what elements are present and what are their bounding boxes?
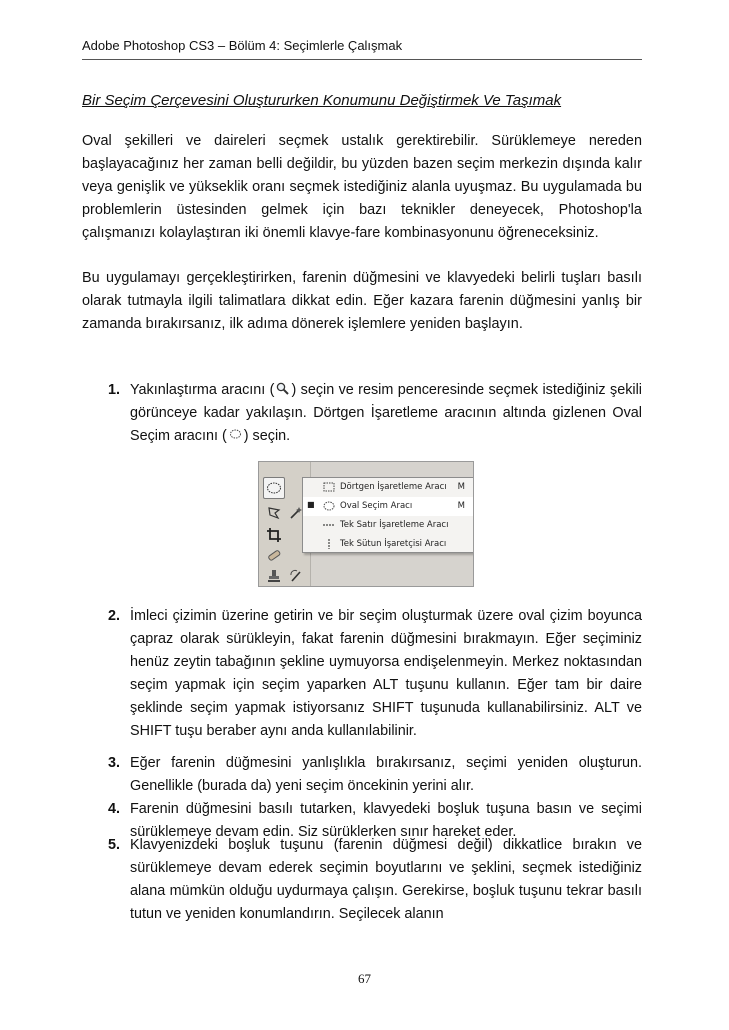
elliptical-marquee-icon: [229, 426, 242, 439]
single-row-marquee-icon: [323, 520, 335, 530]
zoom-tool-icon: [276, 380, 289, 393]
step-text: [130, 379, 642, 448]
flyout-item-single-column-marquee[interactable]: [303, 535, 473, 554]
flyout-item-shortcut: M: [457, 501, 465, 511]
photoshop-tool-flyout-figure: [258, 461, 474, 587]
step-number: 1.: [108, 382, 121, 398]
healing-brush-tool-icon: [263, 544, 285, 566]
history-brush-tool-icon: [285, 565, 307, 587]
single-column-marquee-icon: [323, 539, 335, 549]
flyout-item-shortcut: M: [457, 482, 465, 492]
step-text: İmleci çizimin üzerine getirin ve bir seçim oluşturmak üzere oval çizim boyunca çapraz olarak sürükleyin, fakat farenin düğmesini bırakmayın. Eğer seçiminiz henüz zeytin tabağının şekline uymuyorsa endişelenmeyin. Merkez noktasından seçim yapmak için seçim yaparken ALT tuşunu kullanın. Eğer tam bir daire şeklinde seçim yapmak istiyorsanız SHIFT tuşunuda kullanabilirsiniz. ALT ve SHIFT tuşu beraber aynı anda kullanılabilinir.: [130, 608, 642, 739]
step-5: [108, 834, 642, 926]
crop-tool-icon: [263, 524, 285, 546]
step-text-part: ) seçin ve resim penceresinde seçmek istediğiniz şekili görünceye kadar yakılaşın. Dörtgen İşaretleme aracının altında gizlenen Oval Seçim aracını (: [130, 382, 642, 444]
step-number: 4.: [108, 801, 121, 817]
lasso-tool-icon: [263, 502, 285, 524]
flyout-item-single-row-marquee[interactable]: [303, 516, 473, 535]
step-number: 5.: [108, 837, 121, 853]
elliptical-marquee-tool-icon: [263, 477, 285, 499]
step-text-part: Yakınlaştırma aracını (: [130, 382, 275, 398]
step-number: 2.: [108, 608, 121, 624]
step-text: Eğer farenin düğmesini yanlışlıkla bırakırsanız, seçimi yeniden oluşturun. Genellikle (burada da) yeni seçim öncekinin yerini alır.: [130, 755, 642, 794]
header-rule: [82, 59, 642, 60]
flyout-item-label: Tek Sütun İşaretçisi Aracı: [340, 539, 447, 549]
flyout-item-rectangular-marquee[interactable]: [303, 478, 473, 497]
elliptical-marquee-icon: [323, 501, 335, 511]
flyout-item-label: Dörtgen İşaretleme Aracı: [340, 482, 447, 492]
step-2: [108, 605, 642, 743]
flyout-item-label: Tek Satır İşaretleme Aracı: [340, 520, 449, 530]
page-number: 67: [358, 971, 371, 986]
active-tool-marker: ■: [307, 500, 315, 509]
section-title: Bir Seçim Çerçevesini Oluştururken Konumunu Değiştirmek Ve Taşımak: [82, 92, 562, 109]
flyout-item-elliptical-marquee[interactable]: [303, 497, 473, 516]
rectangular-marquee-icon: [323, 482, 335, 492]
clone-stamp-tool-icon: [263, 565, 285, 587]
running-header: Adobe Photoshop CS3 – Bölüm 4: Seçimlerle Çalışmak: [82, 38, 403, 53]
marquee-tool-flyout-menu: [302, 477, 474, 553]
paragraph-intro: Oval şekilleri ve daireleri seçmek ustalık gerektirebilir. Sürüklemeye nereden başlayacağınız her zaman belli değildir, bu yüzden bazen seçim merkezin dışında kalır veya genişlik ve yükseklik oranı seçmek istediğiniz alanla uyuşmaz. Bu uygulamada bu problemlerin üstesinden gelmek için bazı teknikler deneyecek, Photoshop'la çalışmanızı kolaylaştıran iki önemli klavye-fare kombinasyonunu öğreneceksiniz.: [82, 133, 642, 241]
step-text: Klavyenizdeki boşluk tuşunu (farenin düğmesi değil) dikkatlice bırakın ve sürüklemeye devam ederek seçimin boyutlarını ve şeklini, seçmek istediğiniz alana mümkün olduğu uydurmaya çalışın. Gerekirse, boşluk tuşunu tekrar basılı tutun ve yeniden konumlandırın. Seçilecek alanın: [130, 837, 642, 922]
step-text: Farenin düğmesini basılı tutarken, klavyedeki boşluk tuşuna basın ve seçimi sürüklemeye devam edin. Siz sürüklerken sınır hareket eder.: [130, 801, 642, 840]
step-text-part: ) seçin.: [243, 428, 291, 444]
step-3: [108, 752, 642, 798]
flyout-item-label: Oval Seçim Aracı: [340, 501, 413, 511]
paragraph-instructions: Bu uygulamayı gerçekleştirirken, farenin düğmesini ve klavyedeki belirli tuşları basılı olarak tutmayla ilgili talimatlara dikkat edin. Eğer kazara farenin düğmesini yanlış bir zamanda bırakırsanız, ilk adıma dönerek işlemlere yeniden başlayın.: [82, 270, 642, 332]
step-1: [108, 379, 642, 448]
step-number: 3.: [108, 755, 121, 771]
